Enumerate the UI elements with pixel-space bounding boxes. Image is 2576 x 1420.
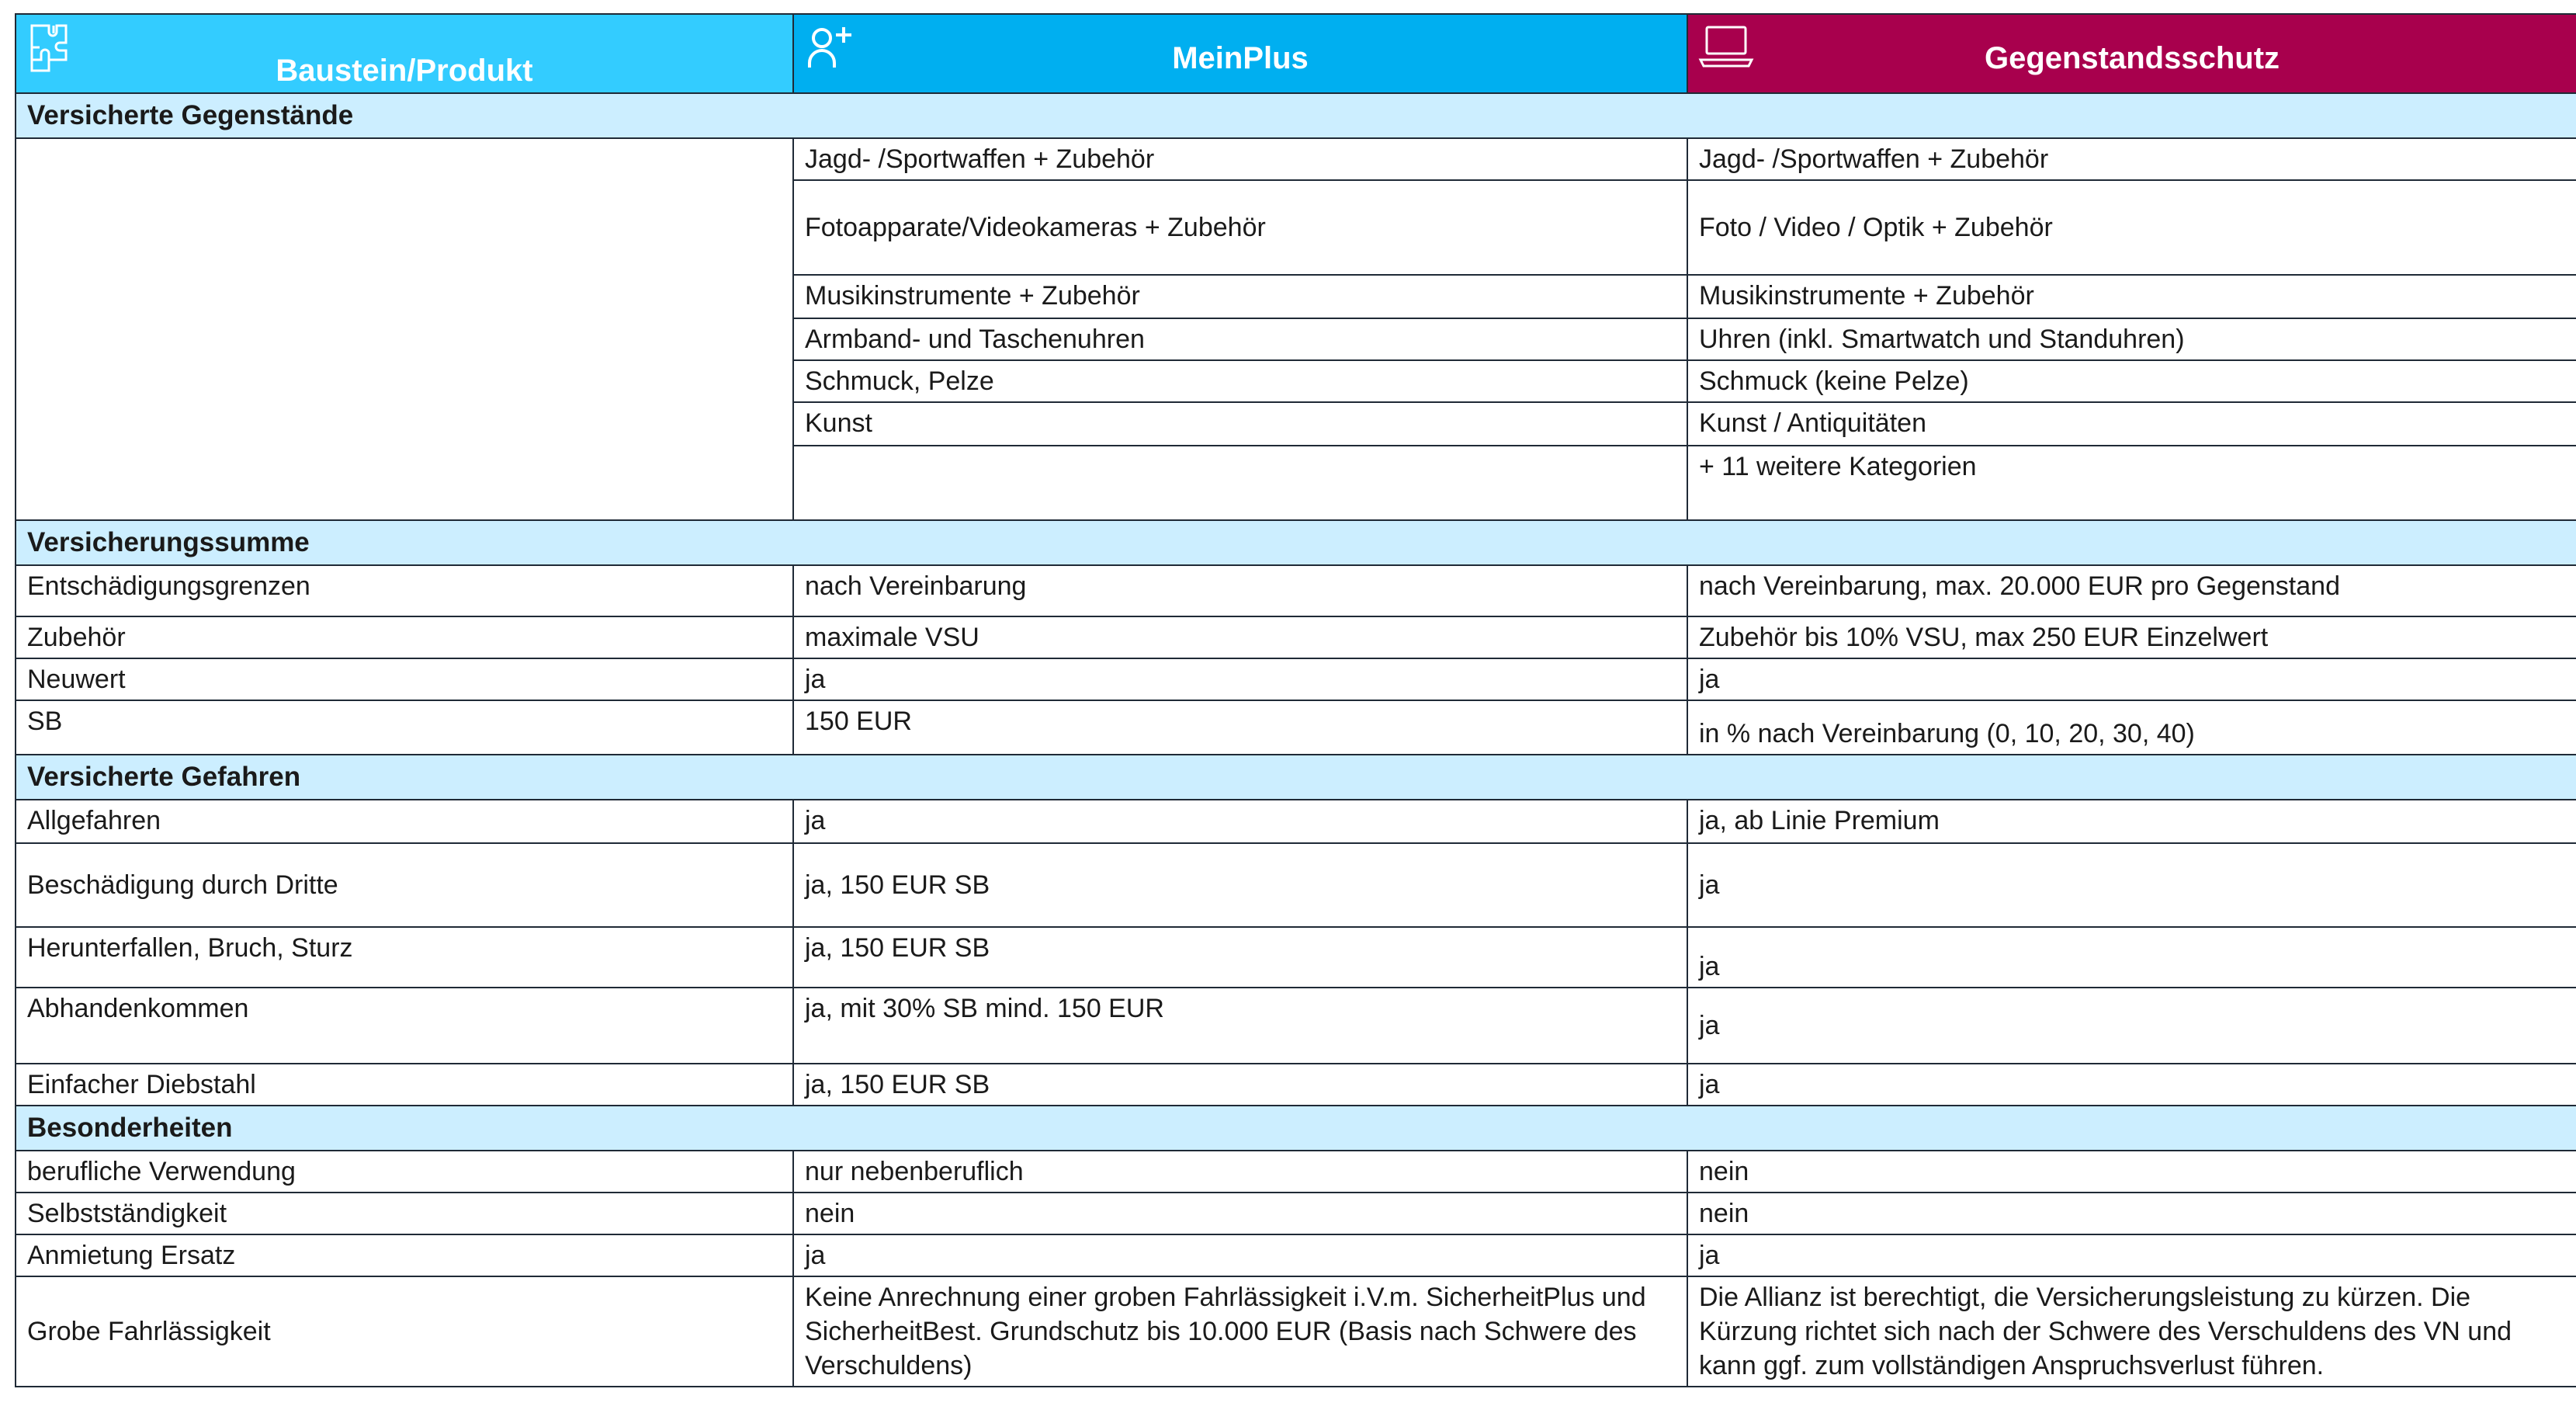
section-row-gegenstaende xyxy=(16,93,2576,138)
header-cell-baustein xyxy=(16,14,793,93)
header-cell-meinplus xyxy=(793,14,1687,93)
header-label-gegenstandsschutz: Gegenstandsschutz xyxy=(1984,41,2280,75)
section-title: Versicherungssumme xyxy=(16,520,2576,565)
meinplus-cell: ja, mit 30% SB mind. 150 EUR xyxy=(793,988,1687,1064)
gs-cell: nach Vereinbarung, max. 20.000 EUR pro Gegenstand xyxy=(1687,565,2576,616)
meinplus-cell: Schmuck, Pelze xyxy=(793,360,1687,402)
meinplus-cell: nur nebenberuflich xyxy=(793,1151,1687,1193)
gs-cell: Zubehör bis 10% VSU, max 250 EUR Einzelwert xyxy=(1687,616,2576,658)
label-cell: Einfacher Diebstahl xyxy=(16,1064,793,1106)
section-row-gefahren xyxy=(16,755,2576,800)
meinplus-cell: ja, 150 EUR SB xyxy=(793,843,1687,927)
gs-cell: ja, ab Linie Premium xyxy=(1687,800,2576,843)
label-cell: berufliche Verwendung xyxy=(16,1151,793,1193)
meinplus-cell: ja xyxy=(793,658,1687,700)
section-row-besonderheiten xyxy=(16,1106,2576,1151)
label-cell: Entschädigungsgrenzen xyxy=(16,565,793,616)
label-cell: Abhandenkommen xyxy=(16,988,793,1064)
table-row xyxy=(16,1276,2576,1387)
label-cell: Beschädigung durch Dritte xyxy=(16,843,793,927)
label-cell: SB xyxy=(16,700,793,755)
meinplus-cell: Fotoapparate/Videokameras + Zubehör xyxy=(793,180,1687,275)
meinplus-cell: nach Vereinbarung xyxy=(793,565,1687,616)
header-cell-gegenstandsschutz xyxy=(1687,14,2576,93)
label-cell: Grobe Fahrlässigkeit xyxy=(16,1276,793,1387)
gs-cell: ja xyxy=(1687,927,2576,988)
gs-cell: nein xyxy=(1687,1193,2576,1234)
table-row xyxy=(16,927,2576,988)
table-row xyxy=(16,658,2576,700)
gs-cell: Musikinstrumente + Zubehör xyxy=(1687,275,2576,318)
comparison-sheet xyxy=(15,13,2576,1420)
gs-cell: nein xyxy=(1687,1151,2576,1193)
meinplus-cell: 150 EUR xyxy=(793,700,1687,755)
header-row xyxy=(16,14,2576,93)
header-label-baustein: Baustein/Produkt xyxy=(276,54,533,88)
gs-cell: Foto / Video / Optik + Zubehör xyxy=(1687,180,2576,275)
meinplus-cell: ja xyxy=(793,800,1687,843)
meinplus-cell: Jagd- /Sportwaffen + Zubehör xyxy=(793,138,1687,180)
meinplus-cell xyxy=(793,446,1687,520)
meinplus-cell: nein xyxy=(793,1193,1687,1234)
gs-cell: in % nach Vereinbarung (0, 10, 20, 30, 40) xyxy=(1687,700,2576,755)
comparison-table xyxy=(15,13,2576,1387)
gs-cell: ja xyxy=(1687,843,2576,927)
gs-cell: ja xyxy=(1687,988,2576,1064)
meinplus-cell: ja xyxy=(793,1234,1687,1276)
table-row xyxy=(16,1234,2576,1276)
section-title: Besonderheiten xyxy=(16,1106,2576,1151)
meinplus-cell: Armband- und Taschenuhren xyxy=(793,318,1687,360)
meinplus-cell: Musikinstrumente + Zubehör xyxy=(793,275,1687,318)
table-row xyxy=(16,800,2576,843)
gs-cell: Kunst / Antiquitäten xyxy=(1687,402,2576,446)
gs-cell: ja xyxy=(1687,658,2576,700)
table-row xyxy=(16,988,2576,1064)
gs-cell: ja xyxy=(1687,1234,2576,1276)
table-row xyxy=(16,138,2576,180)
table-row xyxy=(16,843,2576,927)
label-cell: Herunterfallen, Bruch, Sturz xyxy=(16,927,793,988)
meinplus-cell: Kunst xyxy=(793,402,1687,446)
table-row xyxy=(16,1151,2576,1193)
label-cell: Anmietung Ersatz xyxy=(16,1234,793,1276)
label-cell: Allgefahren xyxy=(16,800,793,843)
gs-cell: Schmuck (keine Pelze) xyxy=(1687,360,2576,402)
header-label-meinplus: MeinPlus xyxy=(1172,41,1309,75)
gs-cell: Uhren (inkl. Smartwatch und Standuhren) xyxy=(1687,318,2576,360)
section-title: Versicherte Gegenstände xyxy=(16,93,2576,138)
label-cell: Zubehör xyxy=(16,616,793,658)
meinplus-cell: ja, 150 EUR SB xyxy=(793,927,1687,988)
section-title: Versicherte Gefahren xyxy=(16,755,2576,800)
table-row xyxy=(16,565,2576,616)
empty-label-cell xyxy=(16,138,793,520)
gs-cell: + 11 weitere Kategorien xyxy=(1687,446,2576,520)
label-cell: Selbstständigkeit xyxy=(16,1193,793,1234)
meinplus-cell: Keine Anrechnung einer groben Fahrlässigkeit i.V.m. SicherheitPlus und SicherheitBest. Grundschutz bis 10.000 EUR (Basis nach Schwere des Verschuldens) xyxy=(793,1276,1687,1387)
gs-cell: Die Allianz ist berechtigt, die Versicherungsleistung zu kürzen. Die Kürzung richtet sich nach der Schwere des Verschuldens des VN und kann ggf. zum vollständigen Anspruchsverlust führen. xyxy=(1687,1276,2576,1387)
table-row xyxy=(16,1064,2576,1106)
gs-cell: ja xyxy=(1687,1064,2576,1106)
table-row xyxy=(16,616,2576,658)
meinplus-cell: ja, 150 EUR SB xyxy=(793,1064,1687,1106)
meinplus-cell: maximale VSU xyxy=(793,616,1687,658)
label-cell: Neuwert xyxy=(16,658,793,700)
table-row xyxy=(16,700,2576,755)
section-row-summe xyxy=(16,520,2576,565)
gs-cell: Jagd- /Sportwaffen + Zubehör xyxy=(1687,138,2576,180)
table-row xyxy=(16,1193,2576,1234)
